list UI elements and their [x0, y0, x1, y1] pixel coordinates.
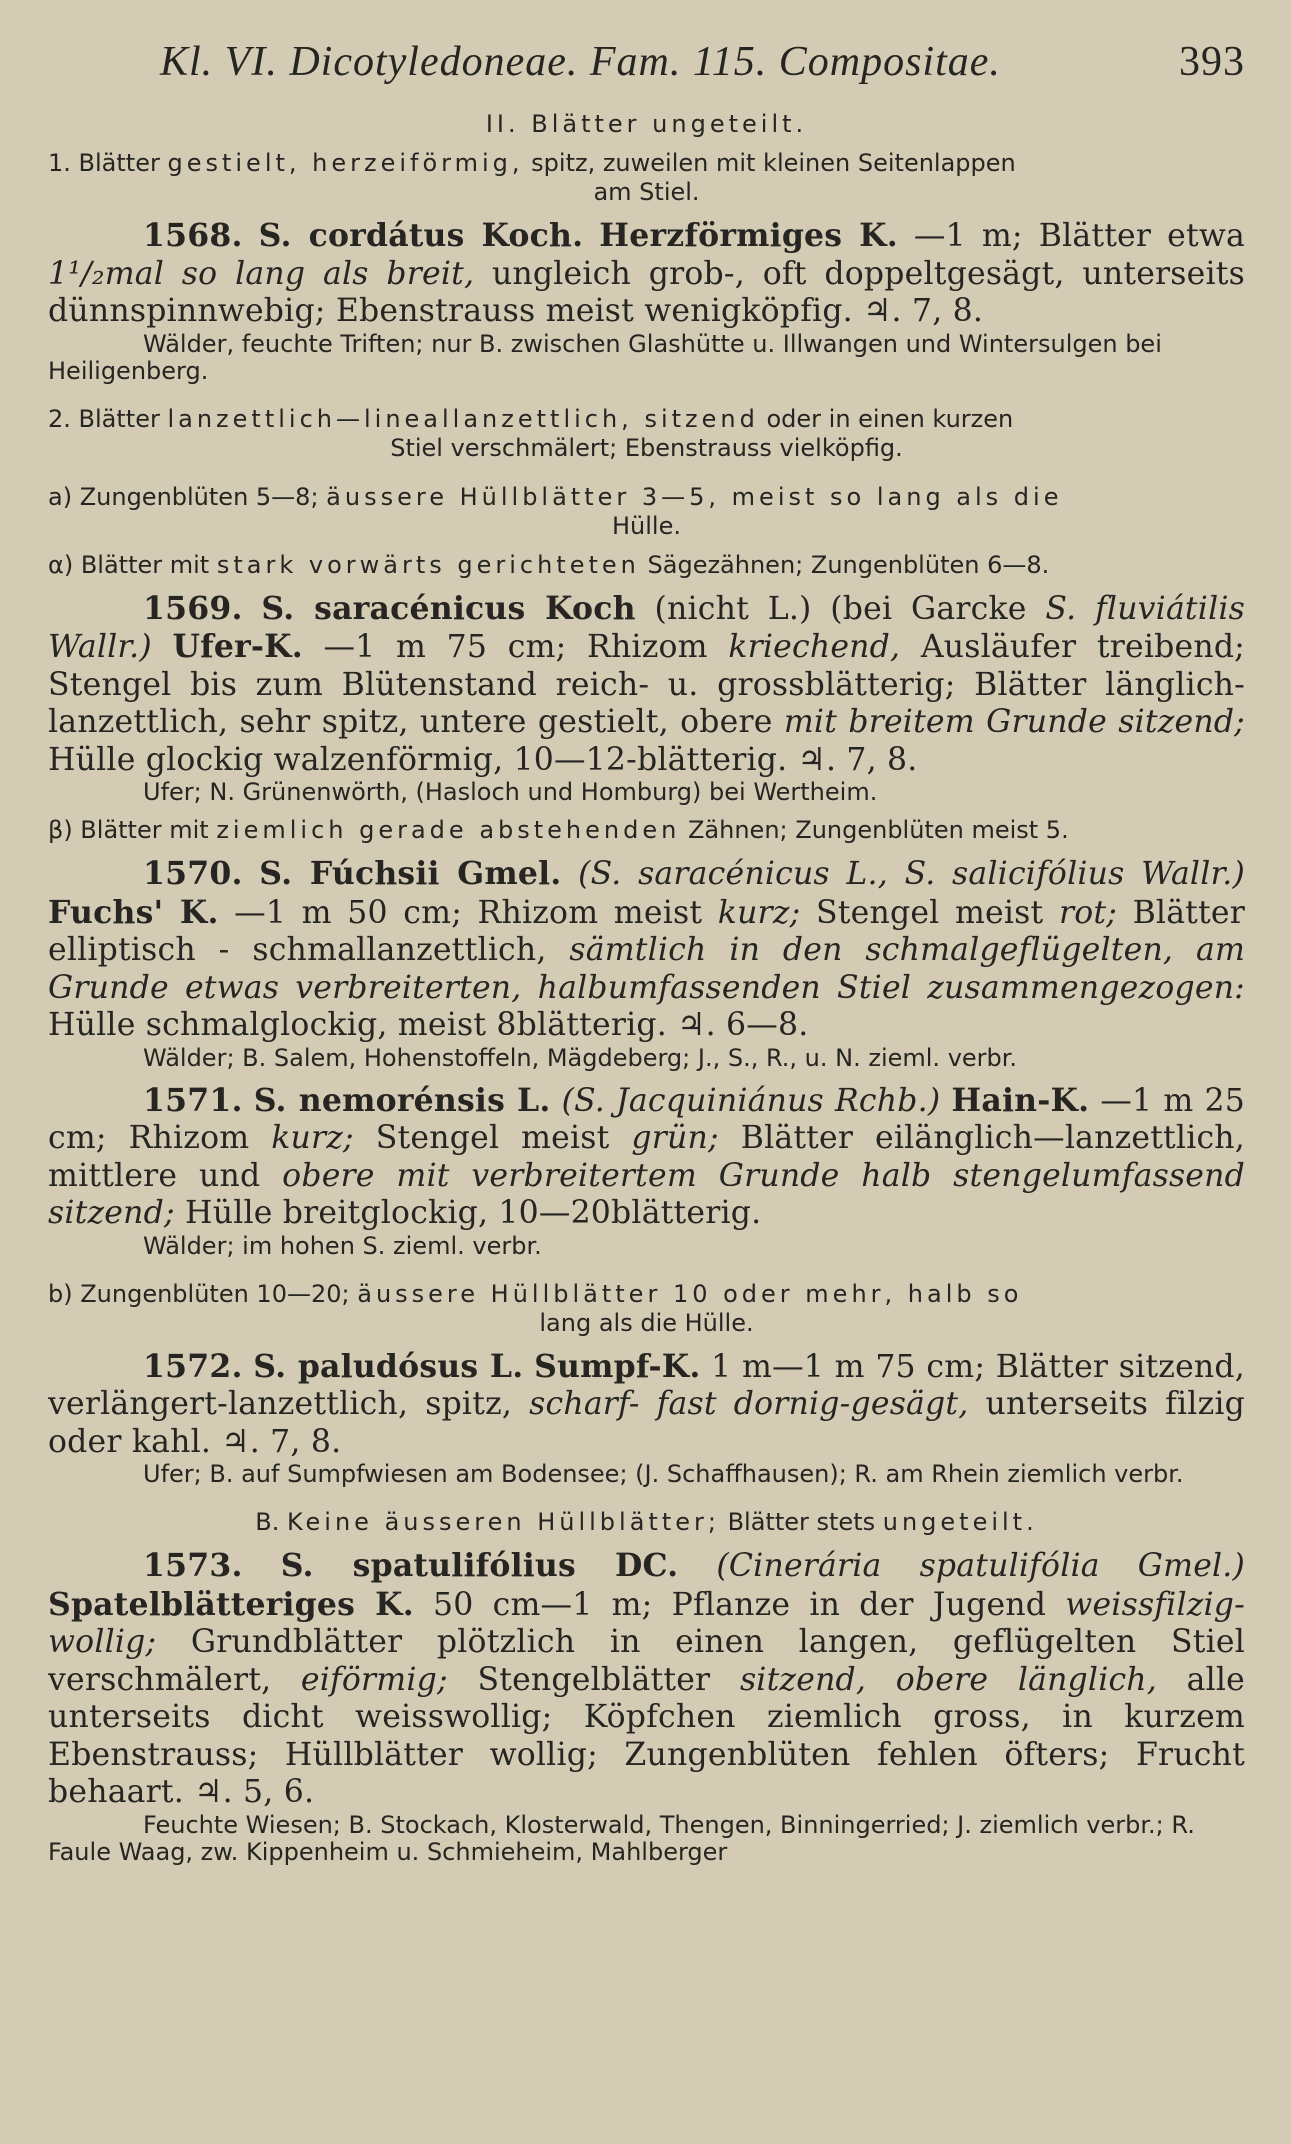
- entry-number: 1570.: [143, 855, 243, 892]
- entry-text: Hülle glockig walzenförmig, 10—12-blätterig. ♃. 7, 8.: [48, 741, 918, 778]
- entry-number: 1569.: [143, 589, 243, 627]
- key-b-spaced: äussere Hüllblätter 10 oder mehr, halb so: [357, 1279, 1023, 1308]
- scientific-name: S. paludósus L.: [253, 1347, 524, 1385]
- common-name: Fuchs' K.: [48, 893, 219, 931]
- key-2-spaced: lanzettlich—lineallanzettlich, sitzend: [167, 404, 759, 433]
- key-alpha-rest: Sägezähnen; Zungenblüten 6—8.: [647, 550, 1050, 579]
- entry-text: Stengelblätter: [477, 1661, 711, 1698]
- entry-text-italic: (Cinerária spatulifólia Gmel.): [716, 1548, 1246, 1584]
- key-B-lead: B.: [255, 1508, 280, 1536]
- page-number: 393: [1179, 39, 1245, 85]
- entry-text: alle unterseits dicht weisswollig; Köpfchen ziemlich gross, in kurzem Ebenstrauss; Hüllblätter wollig; Zungenblüten fehlen öfters; Frucht behaart. ♃. 5, 6.: [48, 1661, 1245, 1810]
- key-2: [48, 405, 1245, 463]
- locality-1569: [48, 779, 1245, 806]
- key-B: [48, 1508, 1245, 1537]
- entry-text-italic: scharf- fast dornig-gesägt,: [529, 1386, 969, 1422]
- locality-1568: [48, 331, 1245, 385]
- key-beta-rest: Zähnen; Zungenblüten meist 5.: [687, 816, 1069, 844]
- locality-1573: [48, 1812, 1245, 1866]
- locality-text: Feuchte Wiesen; B. Stockach, Klosterwald, Thengen, Binningerried; J. ziemlich verbr.; R. Faule Waag, zw. Kippenheim u. Schmieheim, Mahlberger: [48, 1810, 1195, 1866]
- key-2-cont: Stiel verschmälert; Ebenstrauss vielköpfig.: [390, 433, 903, 462]
- key-a: [48, 483, 1245, 541]
- key-a-spaced: äussere Hüllblätter 3—5, meist so lang als die: [326, 482, 1063, 511]
- entry-text: —1 m; Blätter etwa: [913, 218, 1245, 254]
- entry-1571: [48, 1082, 1245, 1233]
- entry-text: Stengel meist: [375, 1120, 610, 1156]
- entry-text-italic: grün;: [631, 1120, 719, 1156]
- running-header: [48, 38, 1245, 102]
- key-a-cont: Hülle.: [612, 511, 681, 540]
- common-name: Herzförmiges K.: [599, 217, 898, 254]
- entry-text: (nicht L.) (bei Garcke: [654, 590, 1027, 627]
- key-1-cont: am Stiel.: [593, 178, 700, 206]
- key-heading-II: [48, 110, 1245, 139]
- entry-text-italic: rot;: [1058, 894, 1118, 931]
- entry-1572: [48, 1348, 1245, 1462]
- locality-text: Wälder; im hohen S. zieml. verbr.: [143, 1231, 542, 1260]
- entry-number: 1571.: [143, 1081, 243, 1119]
- entry-1568: [48, 217, 1245, 331]
- key-heading-text: II. Blätter ungeteilt.: [485, 110, 808, 138]
- entry-text: Blätter eilänglich—lanzettlich, mittlere und: [48, 1120, 1246, 1194]
- entry-text-italic: eiförmig;: [300, 1661, 448, 1698]
- locality-text: Wälder, feuchte Triften; nur B. zwischen Glashütte u. Illwangen und Wintersulgen bei Heiligenberg.: [48, 329, 1162, 385]
- common-name: Ufer-K.: [172, 628, 303, 665]
- entry-text: unterseits filzig oder kahl. ♃. 7, 8.: [48, 1386, 1246, 1460]
- key-B-spaced2: ungeteilt.: [882, 1508, 1038, 1536]
- entry-number: 1568.: [143, 217, 243, 254]
- key-a-lead: a) Zungenblüten 5—8;: [48, 482, 319, 511]
- scientific-name: S. nemorénsis L.: [253, 1081, 551, 1119]
- key-b-cont: lang als die Hülle.: [539, 1308, 754, 1337]
- scientific-name: S. cordátus Koch.: [258, 217, 584, 254]
- entry-number: 1573.: [143, 1547, 243, 1584]
- header-title: Kl. VI. Dicotyledoneae. Fam. 115. Compositae.: [160, 39, 1001, 85]
- entry-text-italic: obere mit verbreitertem Grunde halb stengelumfassend sitzend;: [48, 1157, 1245, 1231]
- key-beta-lead: β) Blätter mit: [48, 816, 209, 844]
- key-beta-spaced: ziemlich gerade abstehenden: [216, 816, 681, 844]
- entry-text: —1 m 50 cm; Rhizom meist: [234, 894, 703, 931]
- common-name: Hain-K.: [951, 1081, 1090, 1119]
- entry-1569: [48, 590, 1245, 780]
- entry-text-italic: weissfilzig-wollig;: [48, 1586, 1245, 1660]
- entry-text-italic: kurz;: [717, 894, 801, 931]
- entry-text: Hülle schmalglockig, meist 8blätterig. ♃. 6—8.: [48, 1007, 809, 1043]
- key-alpha-spaced: stark vorwärts gerichteten: [216, 550, 640, 579]
- key-alpha: [48, 551, 1245, 580]
- entry-1573: [48, 1547, 1245, 1812]
- scientific-name: S. Fúchsii Gmel.: [259, 855, 562, 892]
- entry-text-italic: 1¹/₂mal so lang als breit,: [48, 255, 475, 292]
- locality-1572: [48, 1461, 1245, 1488]
- locality-1571: [48, 1233, 1245, 1260]
- key-alpha-lead: α) Blätter mit: [48, 550, 210, 579]
- key-2-rest: oder in einen kurzen: [766, 404, 1014, 433]
- entry-text-italic: kriechend,: [728, 629, 901, 665]
- entry-text: ungleich grob-, oft doppeltgesägt, unterseits dünnspinnwebig; Ebenstrauss meist wenigköpfig. ♃. 7, 8.: [48, 255, 1246, 329]
- entry-text: Blätter elliptisch - schmallanzettlich,: [48, 894, 1245, 968]
- entry-text-italic: sitzend, obere länglich,: [739, 1661, 1158, 1698]
- key-2-lead: 2. Blätter: [48, 404, 160, 433]
- entry-text: Hülle breitglockig, 10—20blätterig.: [185, 1195, 762, 1231]
- locality-text: Wälder; B. Salem, Hohenstoffeln, Mägdeberg; J., S., R., u. N. zieml. verbr.: [143, 1043, 1018, 1072]
- key-B-spaced: Keine äusseren Hüllblätter;: [286, 1508, 720, 1536]
- entry-text: —1 m 25 cm; Rhizom: [48, 1082, 1245, 1156]
- entry-text: 50 cm—1 m; Pflanze in der Jugend: [433, 1586, 1047, 1623]
- common-name: Sumpf-K.: [534, 1347, 701, 1385]
- entry-text-italic: (S. Jacquiniánus Rchb.): [561, 1082, 941, 1119]
- entry-text-italic: kurz;: [271, 1120, 354, 1156]
- key-B-mid: Blätter stets: [727, 1508, 876, 1536]
- key-1-rest: spitz, zuweilen mit kleinen Seitenlappen: [531, 149, 1016, 177]
- entry-text-italic: sämtlich in den schmalgeflügelten, am Grunde etwas verbreiterten, halbumfassenden Stiel zusammengezogen:: [48, 932, 1246, 1006]
- scientific-name: S. spatulifólius DC.: [280, 1547, 679, 1584]
- key-b: [48, 1280, 1245, 1338]
- key-b-lead: b) Zungenblüten 10—20;: [48, 1279, 350, 1308]
- key-beta: [48, 816, 1245, 845]
- entry-text-italic: S. fluviátilis Wallr.): [48, 590, 1245, 665]
- entry-text: 1 m—1 m 75 cm; Blätter sitzend, verlängert-lanzettlich, spitz,: [48, 1348, 1245, 1422]
- common-name: Spatelblätteriges K.: [48, 1585, 414, 1623]
- entry-number: 1572.: [143, 1347, 243, 1385]
- key-1-lead: 1. Blätter: [48, 149, 160, 177]
- entry-text-italic: mit breitem Grunde sitzend;: [783, 704, 1245, 740]
- entry-text: —1 m 75 cm; Rhizom: [323, 629, 708, 665]
- scientific-name: S. saracénicus Koch: [261, 589, 636, 627]
- key-1: [48, 149, 1245, 207]
- key-1-spaced: gestielt, herzeiförmig,: [167, 149, 524, 177]
- locality-text: Ufer; B. auf Sumpfwiesen am Bodensee; (J. Schaffhausen); R. am Rhein ziemlich verbr.: [143, 1460, 1184, 1488]
- entry-text: Stengel meist: [815, 894, 1044, 931]
- entry-1570: [48, 855, 1245, 1045]
- entry-text-italic: (S. saracénicus L., S. salicifólius Wallr.): [578, 856, 1245, 892]
- locality-text: Ufer; N. Grünenwörth, (Hasloch und Homburg) bei Wertheim.: [143, 778, 878, 806]
- locality-1570: [48, 1045, 1245, 1072]
- entry-text: Ausläufer treibend; Stengel bis zum Blütenstand reich- u. grossblätterig; Blätter länglich-lanzettlich, sehr spitz, untere gestielt, obere: [48, 629, 1245, 740]
- entry-text: Grundblätter plötzlich in einen langen, geflügelten Stiel verschmälert,: [48, 1624, 1246, 1698]
